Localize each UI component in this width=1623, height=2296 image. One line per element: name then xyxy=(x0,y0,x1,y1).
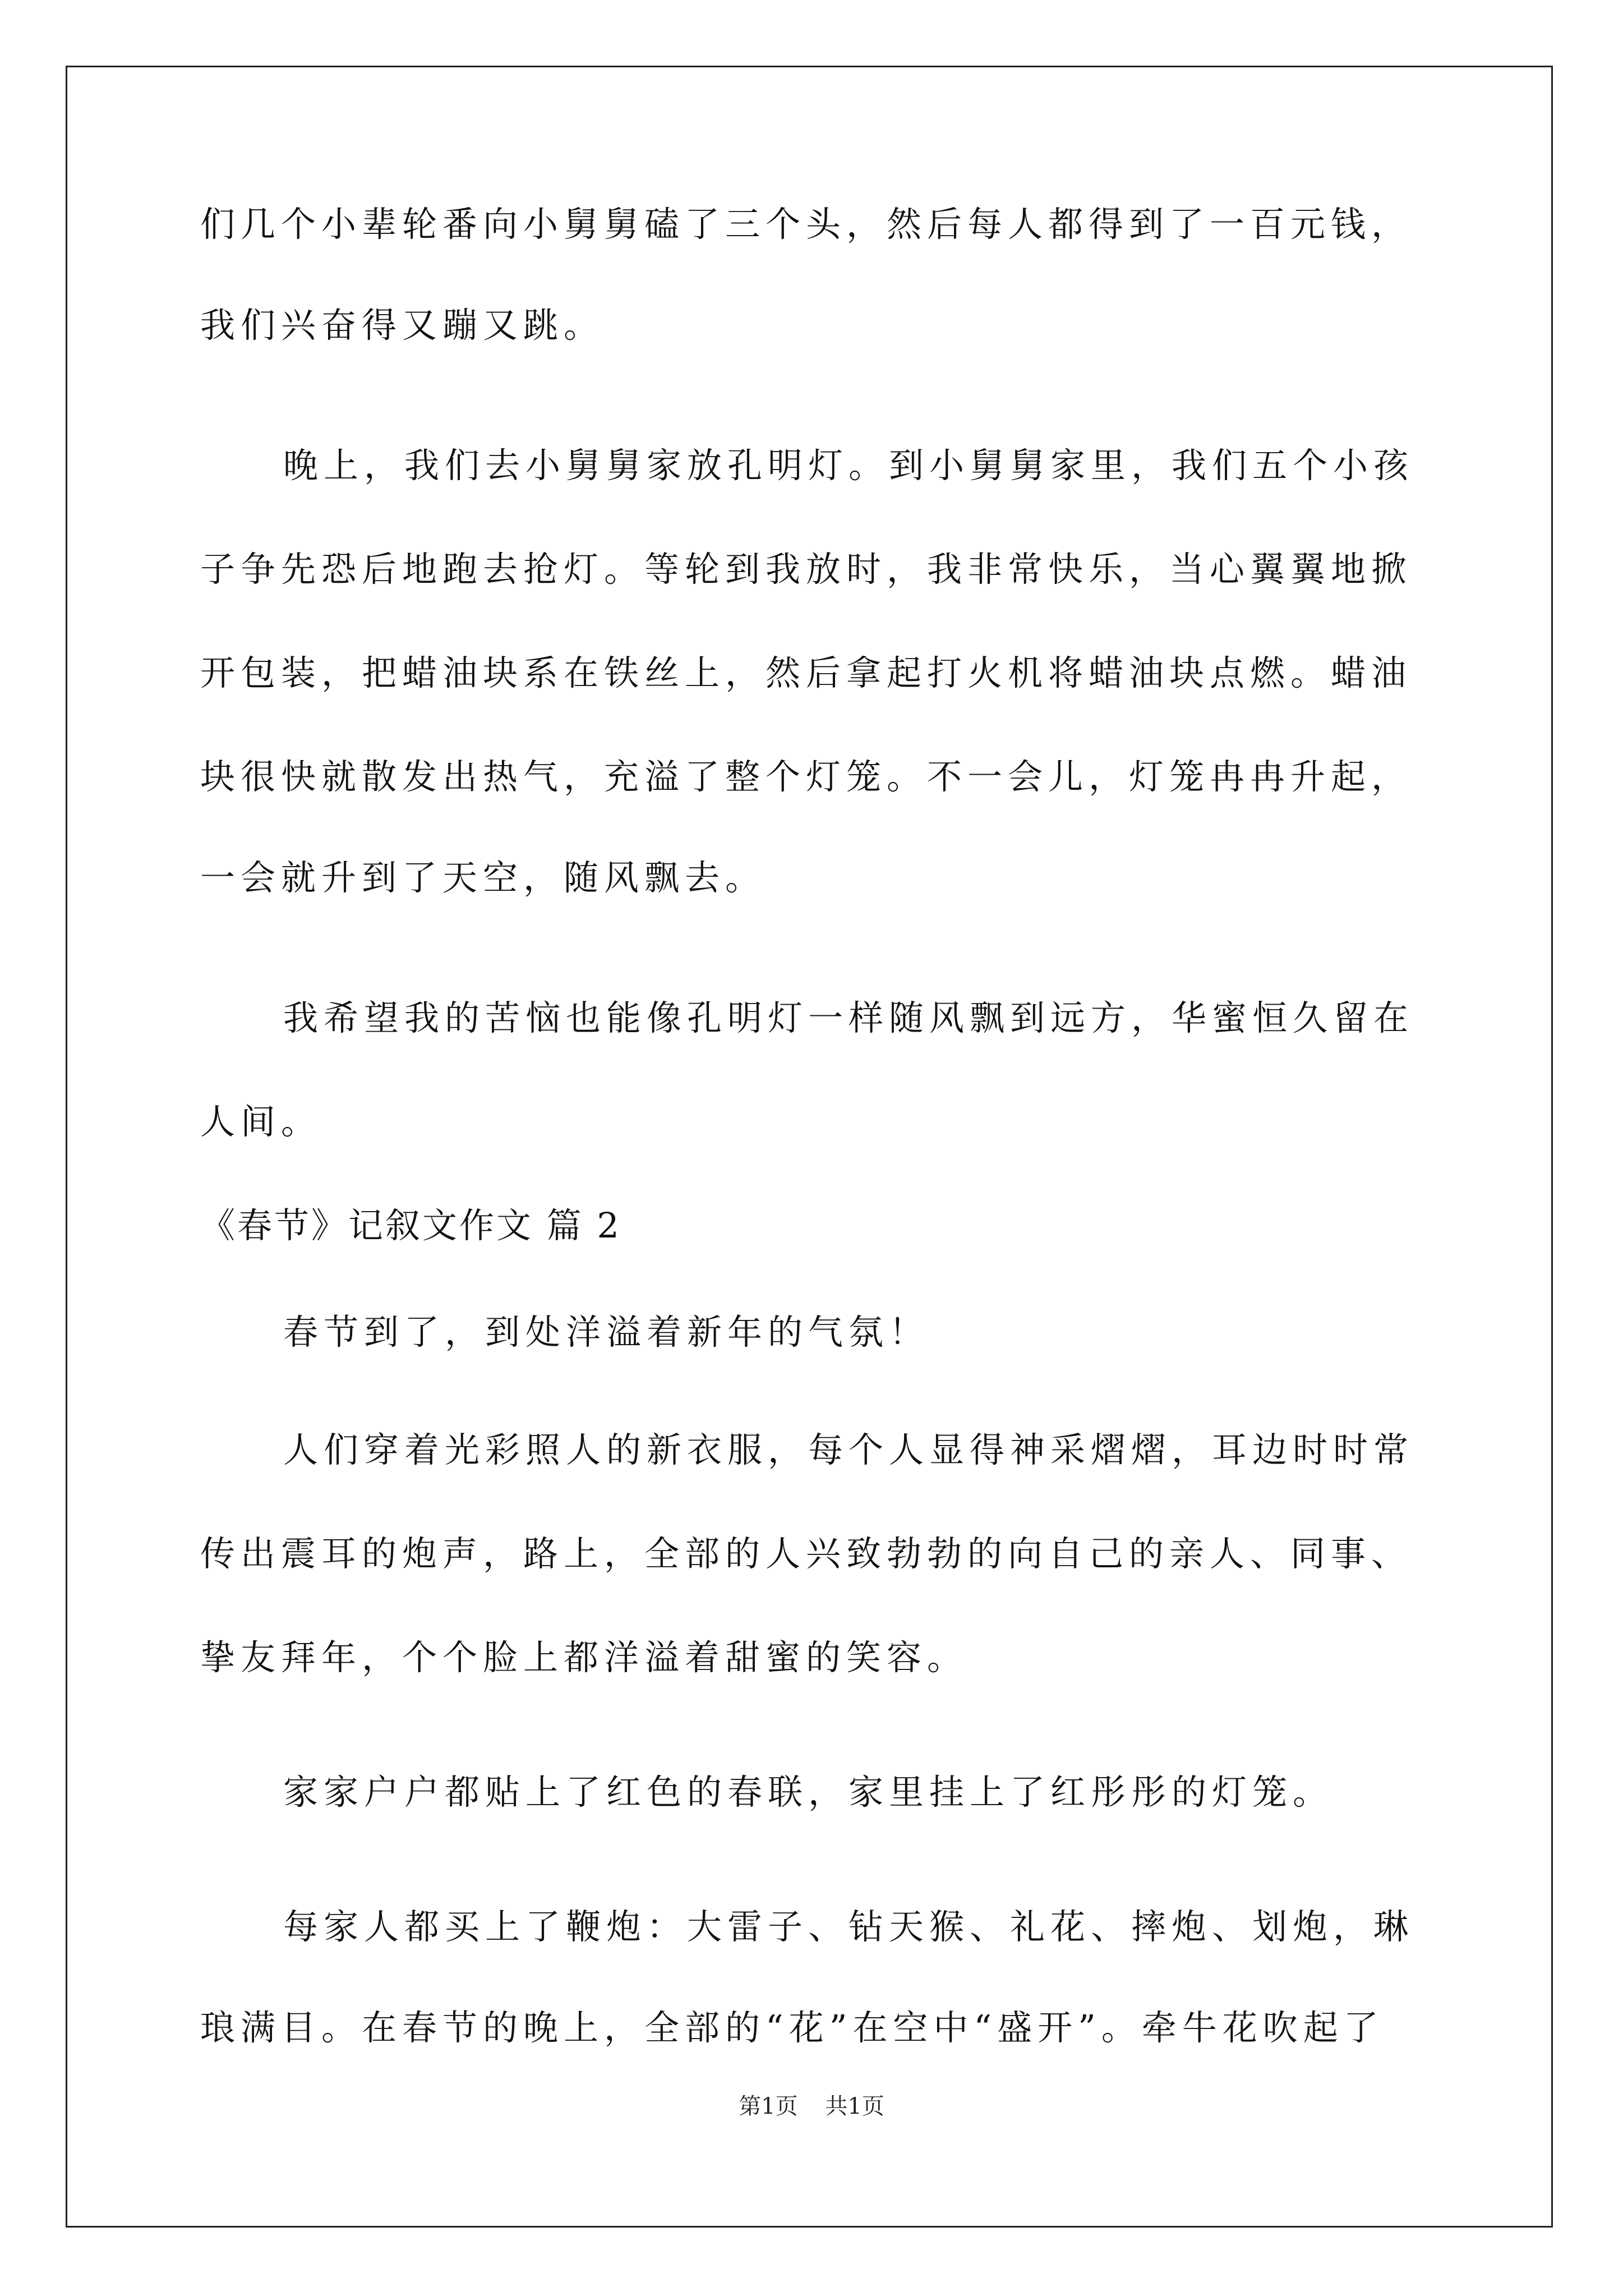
paragraph-line: 开包装，把蜡油块系在铁丝上，然后拿起打火机将蜡油块点燃。蜡油 xyxy=(200,652,1412,693)
paragraph-line: 人们穿着光彩照人的新衣服，每个人显得神采熠熠，耳边时时常 xyxy=(283,1429,1414,1470)
paragraph-line: 一会就升到了天空，随风飘去。 xyxy=(200,857,766,898)
paragraph-line: 我们兴奋得又蹦又跳。 xyxy=(200,305,605,346)
paragraph-line: 传出震耳的炮声，路上，全部的人兴致勃勃的向自己的亲人、同事、 xyxy=(200,1533,1412,1574)
paragraph-line: 琅满目。在春节的晚上，全部的“花”在空中“盛开”。牵牛花吹起了 xyxy=(200,2007,1384,2048)
paragraph-line: 挚友拜年，个个脸上都洋溢着甜蜜的笑容。 xyxy=(200,1637,968,1678)
paragraph-line: 人间。 xyxy=(200,1101,322,1142)
paragraph-line: 我希望我的苦恼也能像孔明灯一样随风飘到远方，华蜜恒久留在 xyxy=(283,997,1414,1038)
paragraph-line: 家家户户都贴上了红色的春联，家里挂上了红彤彤的灯笼。 xyxy=(283,1772,1334,1812)
paragraph-line: 每家人都买上了鞭炮：大雷子、钻天猴、礼花、摔炮、划炮，琳 xyxy=(283,1906,1414,1947)
paragraph-line: 春节到了，到处洋溢着新年的气氛！ xyxy=(283,1312,930,1352)
paragraph-line: 子争先恐后地跑去抢灯。等轮到我放时，我非常快乐，当心翼翼地掀 xyxy=(200,549,1412,590)
paragraph-line: 块很快就散发出热气，充溢了整个灯笼。不一会儿，灯笼冉冉升起， xyxy=(200,756,1412,797)
page-number-total: 共1页 xyxy=(825,2093,884,2119)
page-border xyxy=(66,66,1553,2228)
page-footer xyxy=(0,2092,1623,2120)
paragraph-line: 晚上，我们去小舅舅家放孔明灯。到小舅舅家里，我们五个小孩 xyxy=(283,445,1414,486)
page-number-current: 第1页 xyxy=(739,2093,798,2119)
section-heading: 《春节》记叙文作文 篇 2 xyxy=(200,1205,621,1246)
paragraph-line: 们几个小辈轮番向小舅舅磕了三个头，然后每人都得到了一百元钱， xyxy=(200,204,1412,245)
